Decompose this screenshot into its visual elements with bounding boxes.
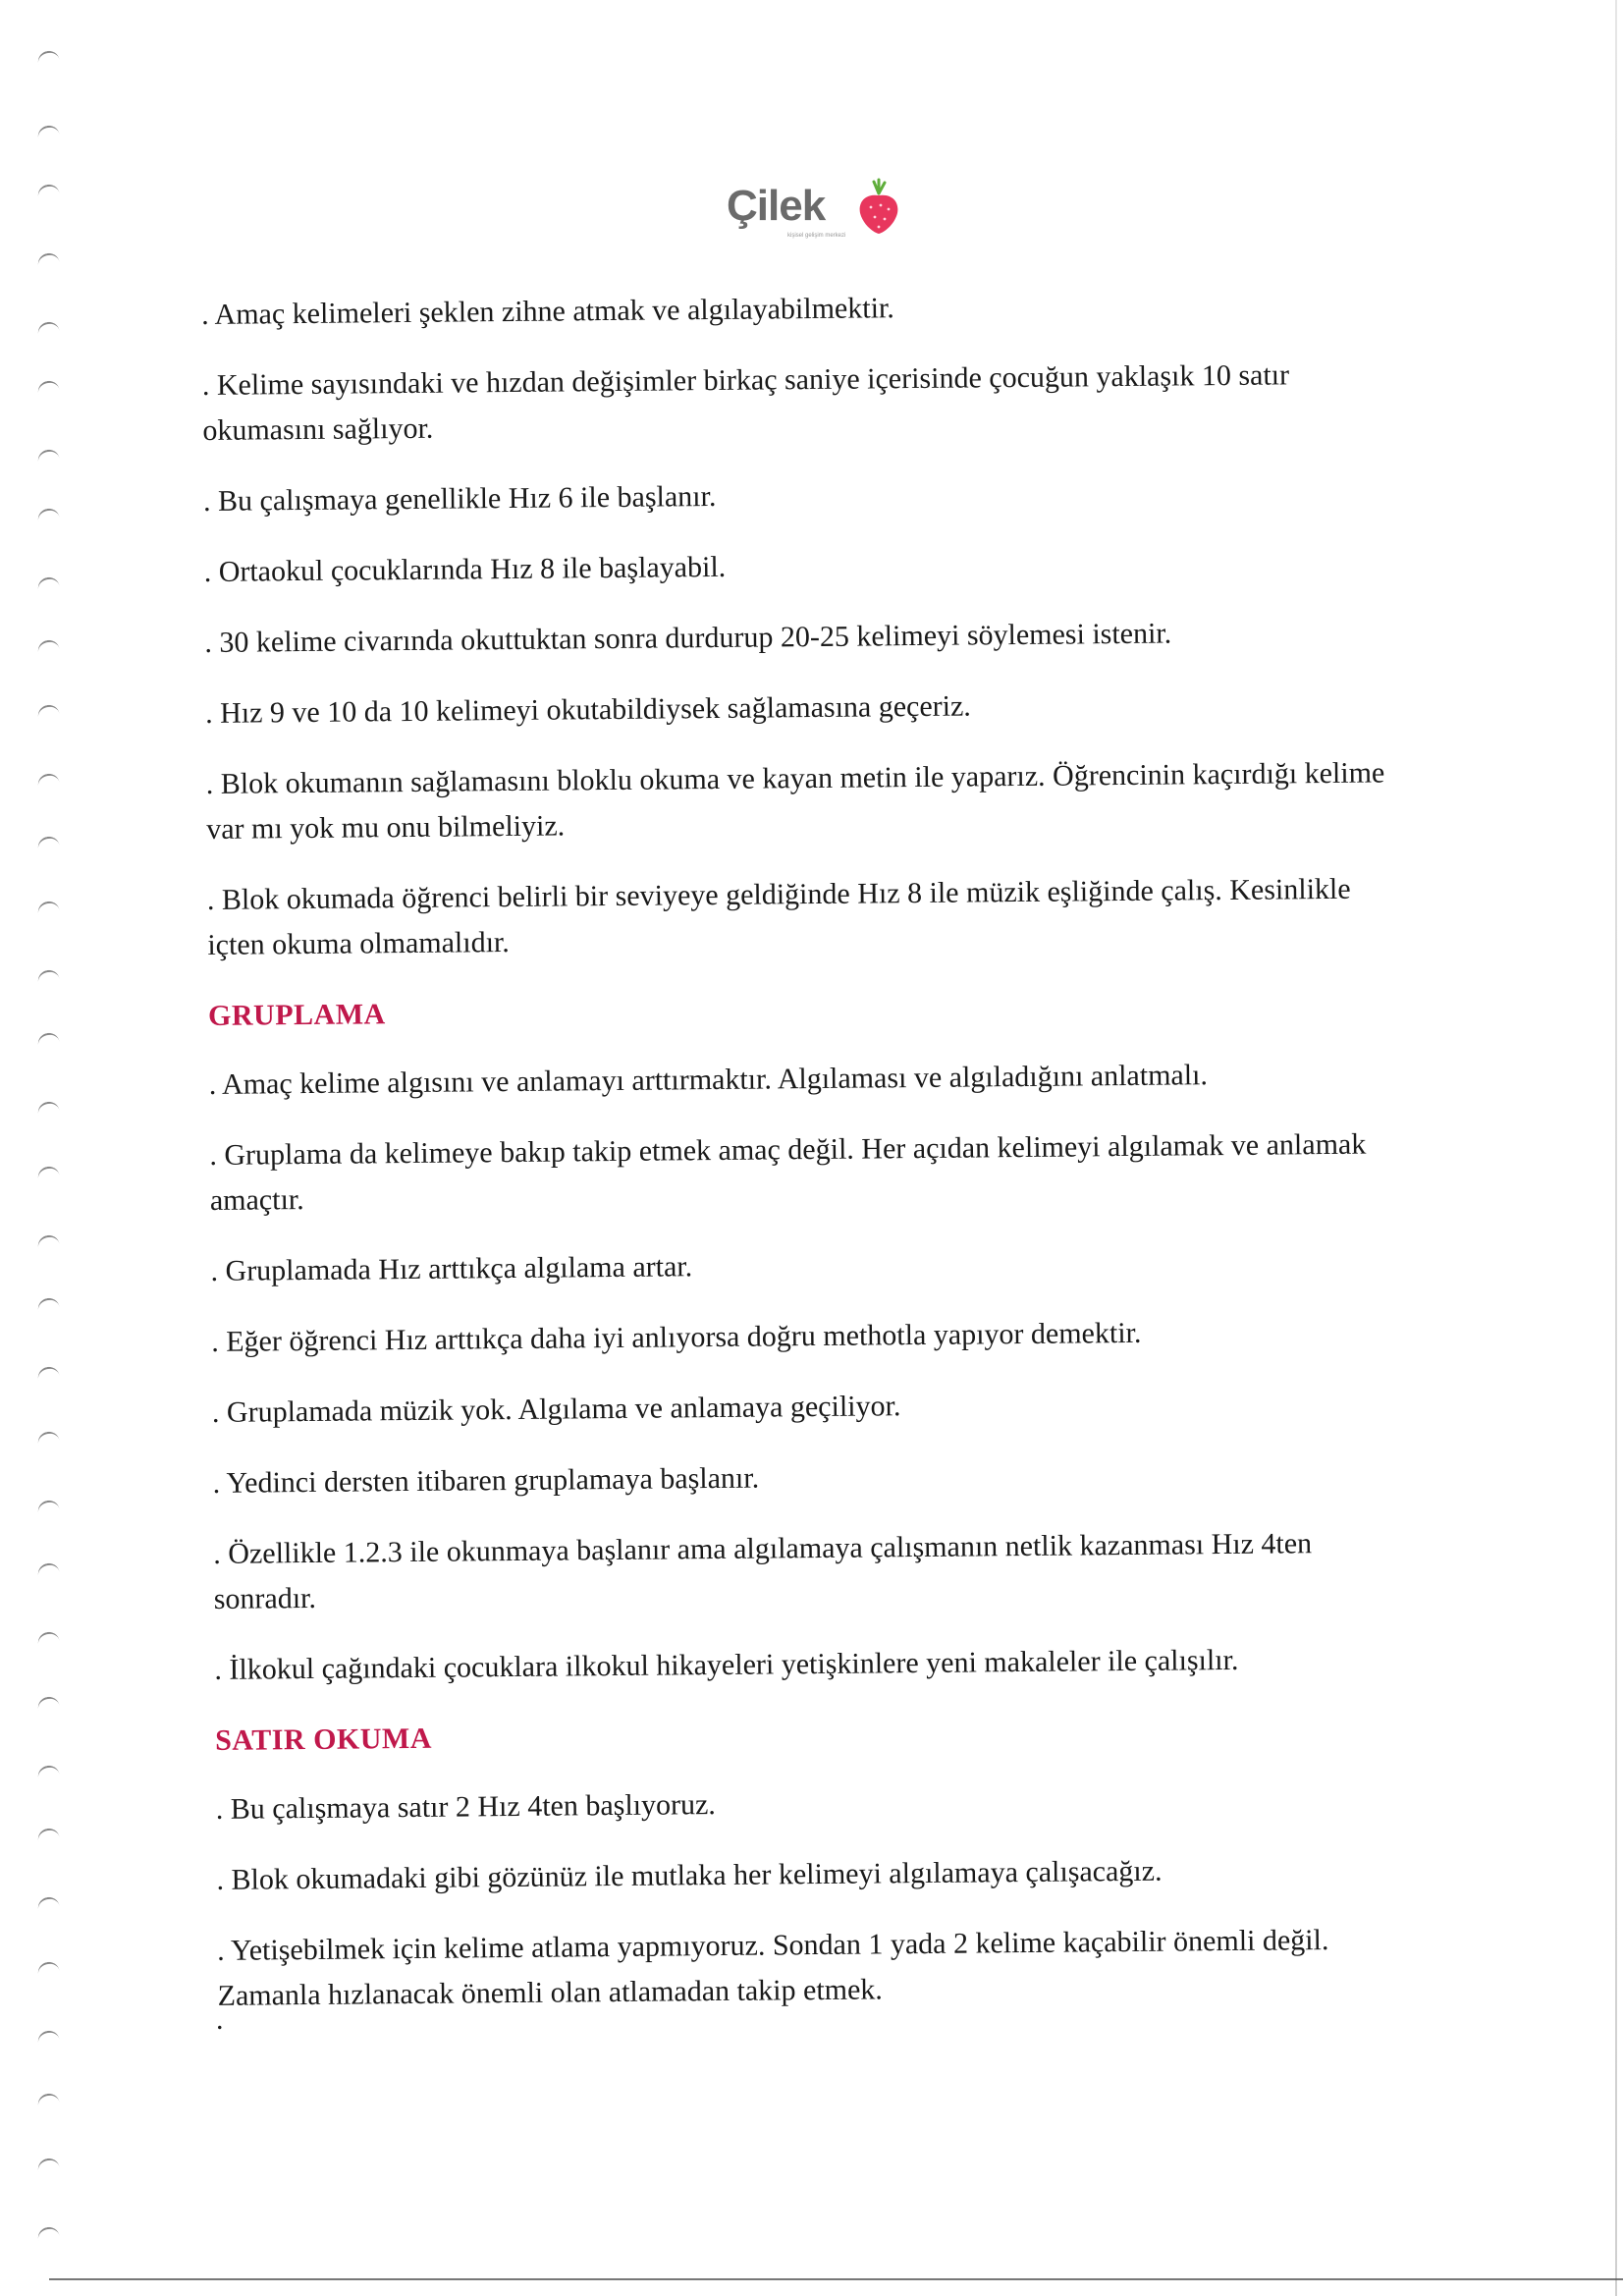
binder-hole bbox=[36, 2225, 60, 2243]
gruplama-item: . İlkokul çağındaki çocuklara ilkokul hikayeleri yetişkinlere yeni makaleler ile çalışılır. bbox=[214, 1643, 1239, 1686]
intro-item: . Amaç kelimeleri şeklen zihne atmak ve algılayabilmektir. bbox=[201, 292, 894, 331]
intro-item: . Bu çalışmaya genellikle Hız 6 ile başlanır. bbox=[202, 479, 717, 518]
binder-hole bbox=[36, 703, 60, 721]
gruplama-item: . Eğer öğrenci Hız arttıkça daha iyi anlıyorsa doğru methotla yapıyor demektir. bbox=[211, 1316, 1142, 1358]
binder-hole bbox=[36, 2092, 60, 2109]
binder-hole bbox=[36, 1561, 60, 1579]
binder-hole bbox=[36, 638, 60, 656]
binder-hole bbox=[36, 968, 60, 986]
binder-hole bbox=[36, 772, 60, 790]
satir-okuma-item: . Blok okumadaki gibi gözünüz ile mutlaka her kelimeyi algılamaya çalışacağız. bbox=[216, 1854, 1163, 1896]
logo-wordmark: Çilek bbox=[727, 182, 826, 230]
document-body bbox=[201, 281, 1426, 2045]
binder-hole bbox=[36, 2157, 60, 2174]
binder-hole bbox=[36, 900, 60, 917]
binder-hole bbox=[36, 49, 60, 67]
binder-hole bbox=[36, 1165, 60, 1182]
binder-hole bbox=[36, 1695, 60, 1713]
binder-hole bbox=[36, 379, 60, 397]
satir-okuma-heading: SATIR OKUMA bbox=[214, 1722, 433, 1757]
gruplama-section bbox=[208, 982, 1423, 1693]
binder-hole bbox=[36, 1960, 60, 1978]
gruplama-item: . Amaç kelime algısını ve anlamayı arttırmaktır. Algılaması ve algıladığını anlatmalı. bbox=[208, 1059, 1209, 1101]
gruplama-heading: GRUPLAMA bbox=[207, 998, 386, 1032]
binder-hole bbox=[36, 124, 60, 141]
binder-hole bbox=[36, 1233, 60, 1251]
binder-hole bbox=[36, 835, 60, 852]
satir-okuma-item: . Yetişebilmek için kelime atlama yapmıyoruz. Sondan 1 yada 2 kelime kaçabilir önemli değil. Zamanla hızlanacak önemli olan atlamadan takip etmek. bbox=[217, 1924, 1329, 2012]
binder-hole bbox=[36, 1296, 60, 1314]
gruplama-item: . Gruplamada müzik yok. Algılama ve anlamaya geçiliyor. bbox=[211, 1390, 901, 1429]
cilek-logo bbox=[727, 172, 923, 250]
satir-okuma-section bbox=[215, 1707, 1426, 2019]
binder-hole bbox=[36, 2029, 60, 2047]
trailing-bullet: . bbox=[216, 2003, 224, 2036]
binder-hole bbox=[36, 575, 60, 593]
binder-hole bbox=[36, 1031, 60, 1049]
satir-okuma-item: . Bu çalışmaya satır 2 Hız 4ten başlıyoruz. bbox=[215, 1788, 717, 1826]
intro-item: . Blok okumanın sağlamasını bloklu okuma ve kayan metin ile yaparız. Öğrencinin kaçırdığı kelime var mı yok mu onu bilmeliyiz. bbox=[205, 756, 1385, 846]
gruplama-item: . Özellikle 1.2.3 ile okunmaya başlanır ama algılamaya çalışmanın netlik kazanması Hız 4ten sonradır. bbox=[213, 1527, 1313, 1615]
intro-item: . Ortaokul çocuklarında Hız 8 ile başlayabil. bbox=[203, 550, 727, 588]
gruplama-item: . Gruplamada Hız arttıkça algılama artar. bbox=[210, 1250, 693, 1287]
intro-section bbox=[201, 281, 1416, 968]
binder-hole bbox=[36, 1499, 60, 1516]
intro-item: . 30 kelime civarında okuttuktan sonra durdurup 20-25 kelimeyi söylemesi istenir. bbox=[204, 617, 1172, 659]
binder-hole bbox=[36, 183, 60, 200]
binder-hole bbox=[36, 1100, 60, 1118]
binder-hole bbox=[36, 251, 60, 269]
logo-tagline: kişisel gelişim merkezi bbox=[787, 233, 846, 239]
binder-hole bbox=[36, 1895, 60, 1913]
page-bottom-edge bbox=[49, 2278, 1623, 2280]
binder-hole bbox=[36, 1827, 60, 1844]
page-right-edge bbox=[1615, 0, 1617, 2296]
binder-hole bbox=[36, 320, 60, 338]
strawberry-icon bbox=[854, 178, 903, 237]
gruplama-item: . Gruplama da kelimeye bakıp takip etmek amaç değil. Her açıdan kelimeyi algılamak ve anlamak amaçtır. bbox=[209, 1127, 1367, 1217]
binder-hole bbox=[36, 1365, 60, 1383]
gruplama-item: . Yedinci dersten itibaren gruplamaya başlanır. bbox=[212, 1461, 760, 1500]
binder-hole bbox=[36, 507, 60, 524]
binder-hole bbox=[36, 1764, 60, 1781]
binder-hole bbox=[36, 1630, 60, 1648]
intro-item: . Blok okumada öğrenci belirli bir seviyeye geldiğinde Hız 8 ile müzik eşliğinde çalış. Kesinlikle içten okuma olmamalıdır. bbox=[206, 872, 1351, 961]
intro-item: . Hız 9 ve 10 da 10 kelimeyi okutabildiysek sağlamasına geçeriz. bbox=[204, 689, 972, 730]
binder-hole bbox=[36, 448, 60, 465]
binder-hole bbox=[36, 1430, 60, 1448]
intro-item: . Kelime sayısındaki ve hızdan değişimler birkaç saniye içerisinde çocuğun yaklaşık 10 satır okumasını sağlıyor. bbox=[201, 358, 1290, 447]
